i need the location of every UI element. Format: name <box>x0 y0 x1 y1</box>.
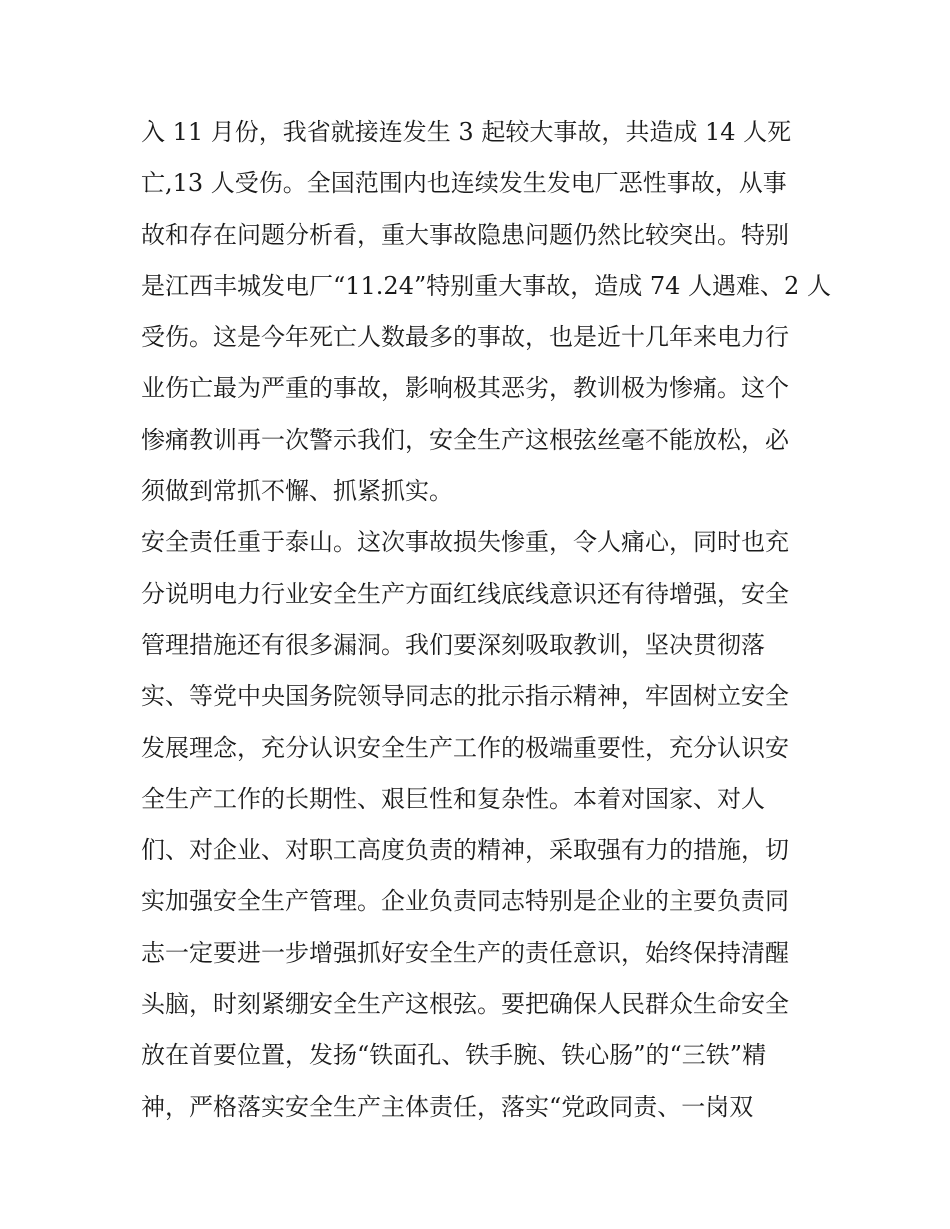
text-line: 实加强安全生产管理。企业负责同志特别是企业的主要负责同 <box>141 887 789 916</box>
text-line: 们、对企业、对职工高度负责的精神，采取强有力的措施，切 <box>141 836 789 865</box>
text-line: 分说明电力行业安全生产方面红线底线意识还有待增强，安全 <box>141 579 789 608</box>
text-line: 是江西丰城发电厂“11.24”特别重大事故，造成 74 人遇难、2 人 <box>141 271 831 300</box>
text-line: 发展理念，充分认识安全生产工作的极端重要性，充分认识安 <box>141 733 789 762</box>
text-line: 故和存在问题分析看，重大事故隐患问题仍然比较突出。特别 <box>141 220 789 249</box>
text-line: 全生产工作的长期性、艰巨性和复杂性。本着对国家、对人 <box>141 784 765 813</box>
text-line: 管理措施还有很多漏洞。我们要深刻吸取教训，坚决贯彻落 <box>141 630 765 659</box>
text-line: 入 11 月份，我省就接连发生 3 起较大事故，共造成 14 人死 <box>141 118 792 146</box>
text-line: 惨痛教训再一次警示我们，安全生产这根弦丝毫不能放松，必 <box>141 425 789 454</box>
body-text <box>141 107 831 1133</box>
text-line: 安全责任重于泰山。这次事故损失惨重，令人痛心，同时也充 <box>141 528 789 557</box>
text-line: 受伤。这是今年死亡人数最多的事故，也是近十几年来电力行 <box>141 323 789 352</box>
text-line: 须做到常抓不懈、抓紧抓实。 <box>141 477 453 506</box>
text-line: 头脑，时刻紧绷安全生产这根弦。要把确保人民群众生命安全 <box>141 990 789 1019</box>
text-line: 志一定要进一步增强抓好安全生产的责任意识，始终保持清醒 <box>141 938 789 967</box>
text-line: 神，严格落实安全生产主体责任，落实“党政同责、一岗双 <box>141 1092 754 1121</box>
text-line: 放在首要位置，发扬“铁面孔、铁手腕、铁心肠”的“三铁”精 <box>141 1041 767 1070</box>
text-line: 实、等党中央国务院领导同志的批示指示精神，牢固树立安全 <box>141 682 789 711</box>
text-line: 亡,13 人受伤。全国范围内也连续发生发电厂恶性事故，从事 <box>141 169 787 198</box>
text-line: 业伤亡最为严重的事故，影响极其恶劣，教训极为惨痛。这个 <box>141 374 789 403</box>
